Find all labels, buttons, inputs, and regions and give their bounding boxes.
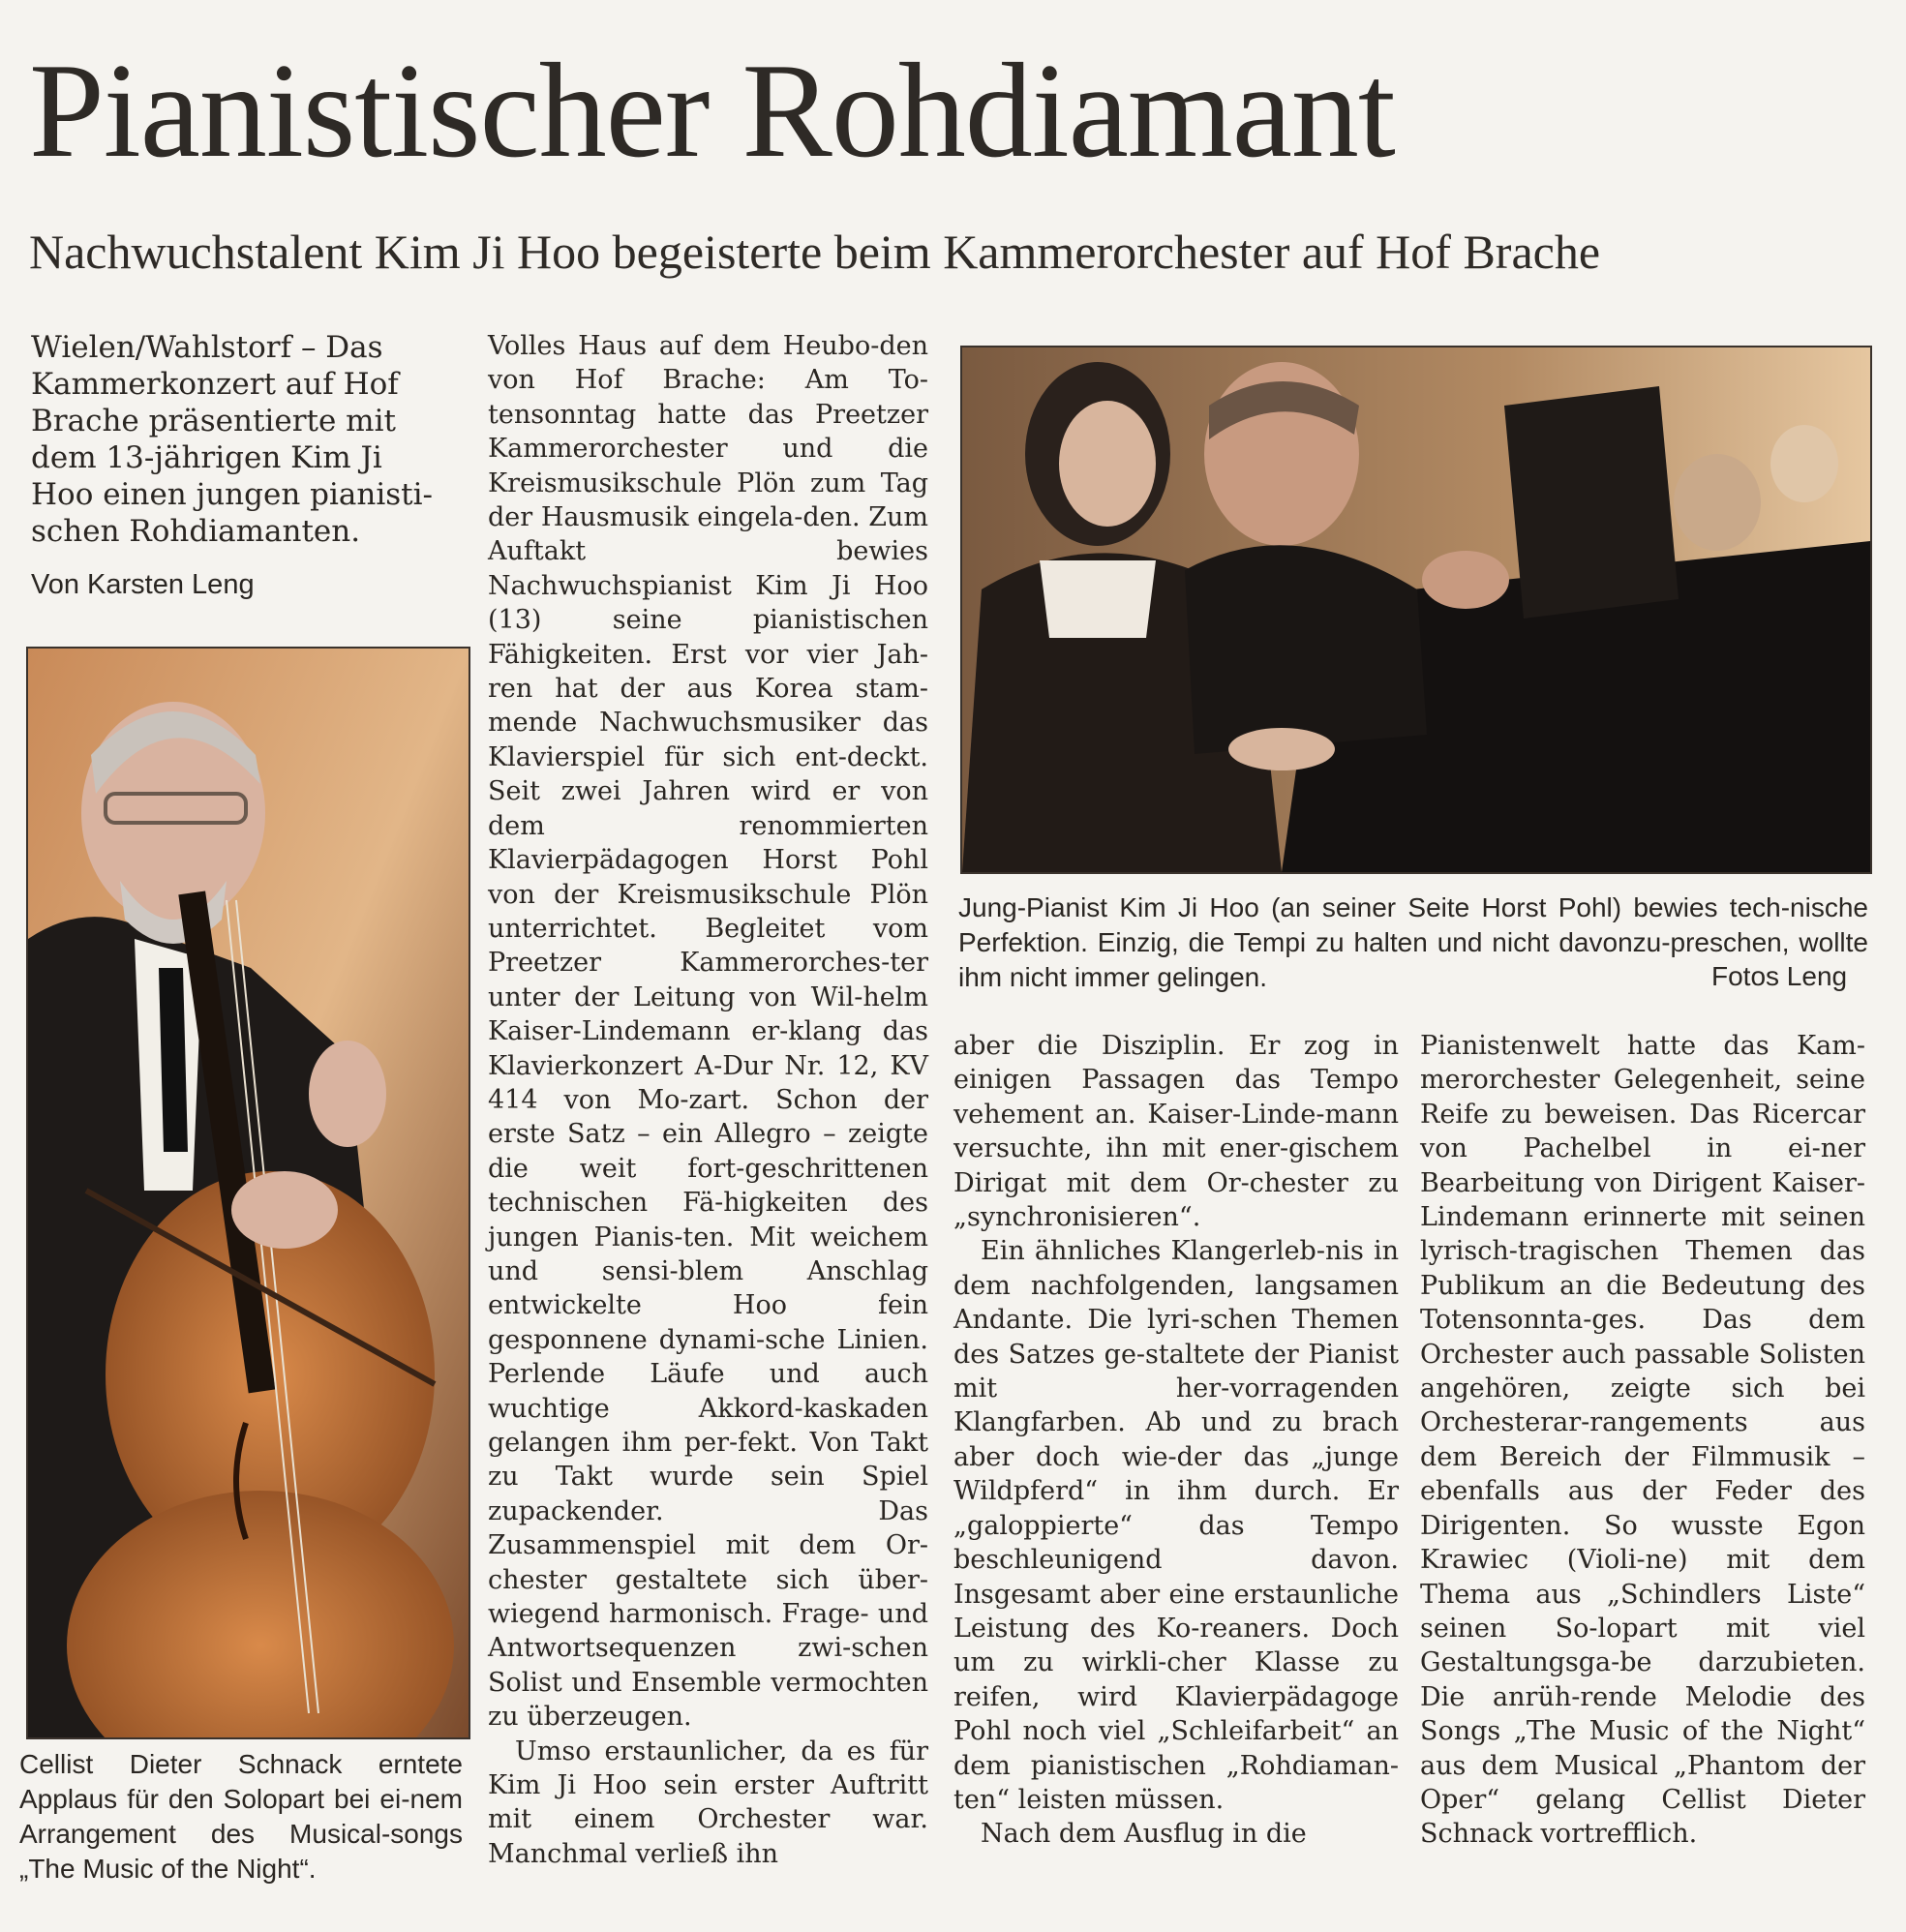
paragraph: Volles Haus auf dem Heubo-den von Hof Brache: Am To-tensonntag hatte das Preetzer Kammerorchester und die Kreismusikschule Plön zum Tag der Hausmusik eingela-den. Zum Auftakt bewies Nachwuchspianist Kim Ji Hoo (13) seine pianistischen Fähigkeiten. Erst vor vier Jah-ren hat der aus Korea stam-mende Nachwuchsmusiker das Klavierspiel für sich ent-deckt. Seit zwei Jahren wird er von dem renommierten Klavierpädagogen Horst Pohl von der Kreismusikschule Plön unterrichtet. Begleitet vom Preetzer Kammerorches-ter unter der Leitung von Wil-helm Kaiser-Lindemann er-klang das Klavierkonzert A-Dur Nr. 12, KV 414 von Mo-zart. Schon der erste Satz – ein Allegro – zeigte die weit fort-geschrittenen technischen Fä-higkeiten des jungen Pianis-ten. Mit weichem und sensi-blem Anschlag entwickelte Hoo fein gesponnene dynami-sche Linien. Perlende Läufe und auch wuchtige Akkord-kaskaden gelangen ihm per-fekt. Von Takt zu Takt wurde sein Spiel zupackender. Das Zusammenspiel mit dem Or-chester gestaltete sich über-wiegend harmonisch. Frage- und Antwortsequenzen zwi-schen Solist und Ensemble vermochten zu überzeugen.	[488, 331, 928, 1733]
paragraph: Nach dem Ausflug in die	[981, 1819, 1307, 1850]
article-column-4	[1420, 1029, 1865, 1852]
article-column-3	[953, 1029, 1399, 1852]
headline: Pianistischer Rohdiamant	[29, 36, 1395, 186]
lead-paragraph: Wielen/Wahlstorf – Das Kammerkonzert auf Hof Brache präsentierte mit dem 13-jährigen Kim Ji Hoo einen jungen pianisti-schen Rohdiamanten.	[31, 330, 434, 549]
pianist-photo-caption: Jung-Pianist Kim Ji Hoo (an seiner Seite Horst Pohl) bewies tech-nische Perfektion. Einzig, die Tempi zu halten und nicht davonzu-preschen, wollte ihm nicht immer gelingen.	[958, 892, 1868, 992]
paragraph: Pianistenwelt hatte das Kam-merorchester Gelegenheit, seine Reife zu beweisen. Das Ricercar von Pachelbel in ei-ner Bearbeitung von Dirigent Kaiser-Lindemann erinnerte mit seinen lyrisch-tragischen Themen das Publikum an die Bedeutung des Totensonnta-ges. Das dem Orchester auch passable Solisten angehören, zeigte sich bei Orchesterar-rangements aus dem Bereich der Filmmusik – ebenfalls aus der Feder des Dirigenten. So wusste Egon Krawiec (Violi-ne) mit dem Thema aus „Schindlers Liste“ seinen So-lopart mit viel Gestaltungsga-be darzubieten. Die anrüh-rende Melodie des Songs „The Music of the Night“ aus dem Musical „Phantom der Oper“ gelang Cellist Dieter Schnack vortrefflich.	[1420, 1031, 1865, 1850]
subheadline: Nachwuchstalent Kim Ji Hoo begeisterte beim Kammerorchester auf Hof Brache	[29, 225, 1601, 279]
pianist-photo	[960, 346, 1872, 874]
paragraph: aber die Disziplin. Er zog in einigen Passagen das Tempo vehement an. Kaiser-Linde-mann versuchte, ihn mit ener-gischem Dirigat mit dem Or-chester zu „synchronisieren“.	[953, 1031, 1399, 1233]
article-column-2	[488, 329, 928, 1871]
paragraph: Ein ähnliches Klangerleb-nis in dem nachfolgenden, langsamen Andante. Die lyri-schen Themen des Satzes ge-staltete der Pianist mit her-vorragenden Klangfarben. Ab und zu brach aber doch wie-der das „junge Wildpferd“ in ihm durch. Er „galoppierte“ das Tempo beschleunigend davon. Insgesamt aber eine erstaunliche Leistung des Ko-reaners. Doch um zu wirkli-cher Klasse zu reifen, wird Klavierpädagoge Pohl noch viel „Schleifarbeit“ an dem pianistischen „Rohdiaman-ten“ leisten müssen.	[953, 1236, 1399, 1815]
byline: Von Karsten Leng	[31, 569, 255, 600]
photo-credit: Fotos Leng	[1711, 961, 1848, 991]
cellist-photo	[26, 647, 470, 1739]
cellist-photo-caption: Cellist Dieter Schnack erntete Applaus für den Solopart bei ei-nem Arrangement des Musical-songs „The Music of the Night“.	[19, 1749, 463, 1884]
paragraph: Umso erstaunlicher, da es für Kim Ji Hoo sein erster Auftritt mit einem Orchester war. Manchmal verließ ihn	[488, 1736, 928, 1869]
